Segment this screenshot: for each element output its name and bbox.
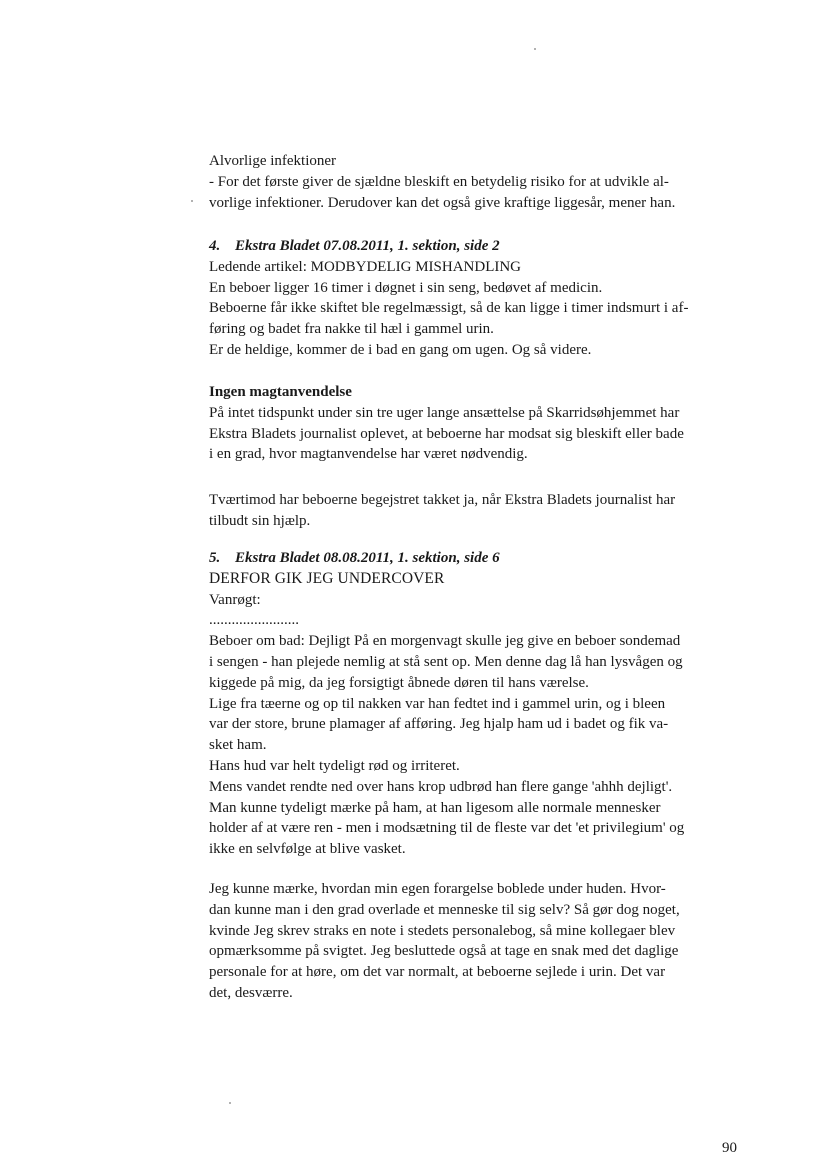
article-heading	[209, 236, 749, 257]
text-line: Ledende artikel: MODBYDELIG MISHANDLING	[209, 258, 522, 275]
article-title: DERFOR GIK JEG UNDERCOVER	[209, 569, 445, 587]
text-line: På intet tidspunkt under sin tre uger lange ansættelse på Skarridsøhjemmet har	[209, 404, 680, 421]
text-line: holder af at være ren - men i modsætning til de fleste var det 'et privilegium' og	[209, 820, 685, 837]
article-heading	[209, 548, 749, 569]
section-article-5	[209, 548, 749, 860]
text-line: sket ham.	[209, 737, 267, 754]
section-article-4	[209, 236, 749, 361]
section-subheading: Ingen magtanvendelse	[209, 384, 352, 400]
text-line: kvinde Jeg skrev straks en note i stedets personalebog, så mine kollegaer blev	[209, 922, 676, 939]
text-line: vorlige infektioner. Derudover kan det også give kraftige liggesår, mener han.	[209, 194, 676, 211]
text-line: opmærksomme på svigtet. Jeg besluttede også at tage en snak med det daglige	[209, 943, 679, 960]
text-line: Beboerne får ikke skiftet ble regelmæssigt, så de kan ligge i timer indsmurt i af-	[209, 300, 689, 317]
text-line: personale for at høre, om det var normalt, at beboerne sejlede i urin. Det var	[209, 964, 666, 981]
text-line: tilbudt sin hjælp.	[209, 512, 311, 529]
text-line: var der store, brune plamager af afføring. Jeg hjalp ham ud i badet og fik va-	[209, 716, 669, 733]
dotted-separator: ........................	[209, 612, 299, 629]
text-line: Er de heldige, kommer de i bad en gang om ugen. Og så videre.	[209, 341, 592, 358]
article-source: Ekstra Bladet 08.08.2011, 1. sektion, side 6	[235, 550, 500, 566]
text-line: i en grad, hvor magtanvendelse har været nødvendig.	[209, 446, 528, 463]
article-number: 5.	[209, 550, 221, 566]
text-line: Ekstra Bladets journalist oplevet, at beboerne har modsat sig bleskift eller bade	[209, 425, 684, 442]
text-line: Hans hud var helt tydeligt rød og irriteret.	[209, 757, 460, 774]
text-line: føring og badet fra nakke til hæl i gammel urin.	[209, 321, 494, 338]
scan-speck	[191, 200, 193, 202]
section-no-force-continued	[209, 490, 749, 532]
text-line: Alvorlige infektioner	[209, 153, 337, 169]
scan-speck	[534, 48, 536, 50]
text-line: det, desværre.	[209, 984, 293, 1001]
text-line: Tværtimod har beboerne begejstret takket ja, når Ekstra Bladets journalist har	[209, 492, 676, 508]
section-reflection	[209, 879, 749, 1004]
text-line: Beboer om bad: Dejligt På en morgenvagt skulle jeg give en beboer sondemad	[209, 633, 681, 650]
text-line: En beboer ligger 16 timer i døgnet i sin seng, bedøvet af medicin.	[209, 279, 603, 296]
text-line: dan kunne man i den grad overlade et menneske til sig selv? Så gør dog noget,	[209, 901, 680, 918]
text-line: i sengen - han plejede nemlig at stå sent op. Men denne dag lå han lysvågen og	[209, 653, 683, 670]
section-no-force	[209, 382, 749, 465]
article-source: Ekstra Bladet 07.08.2011, 1. sektion, side 2	[235, 238, 500, 254]
text-line: - For det første giver de sjældne bleskift en betydelig risiko for at udvikle al-	[209, 173, 669, 190]
section-label: Vanrøgt:	[209, 591, 261, 608]
page-number: 90	[722, 1140, 737, 1156]
section-infections	[209, 151, 749, 213]
text-line: ikke en selvfølge at blive vasket.	[209, 841, 406, 858]
text-line: Mens vandet rendte ned over hans krop udbrød han flere gange 'ahhh dejligt'.	[209, 778, 673, 795]
text-line: Man kunne tydeligt mærke på ham, at han ligesom alle normale mennesker	[209, 799, 661, 816]
article-number: 4.	[209, 238, 221, 254]
text-line: Lige fra tæerne og op til nakken var han fedtet ind i gammel urin, og i bleen	[209, 695, 666, 712]
scan-speck	[229, 1102, 231, 1104]
text-line: kiggede på mig, da jeg forsigtigt åbnede døren til hans værelse.	[209, 674, 589, 691]
text-line: Jeg kunne mærke, hvordan min egen forargelse boblede under huden. Hvor-	[209, 881, 666, 897]
